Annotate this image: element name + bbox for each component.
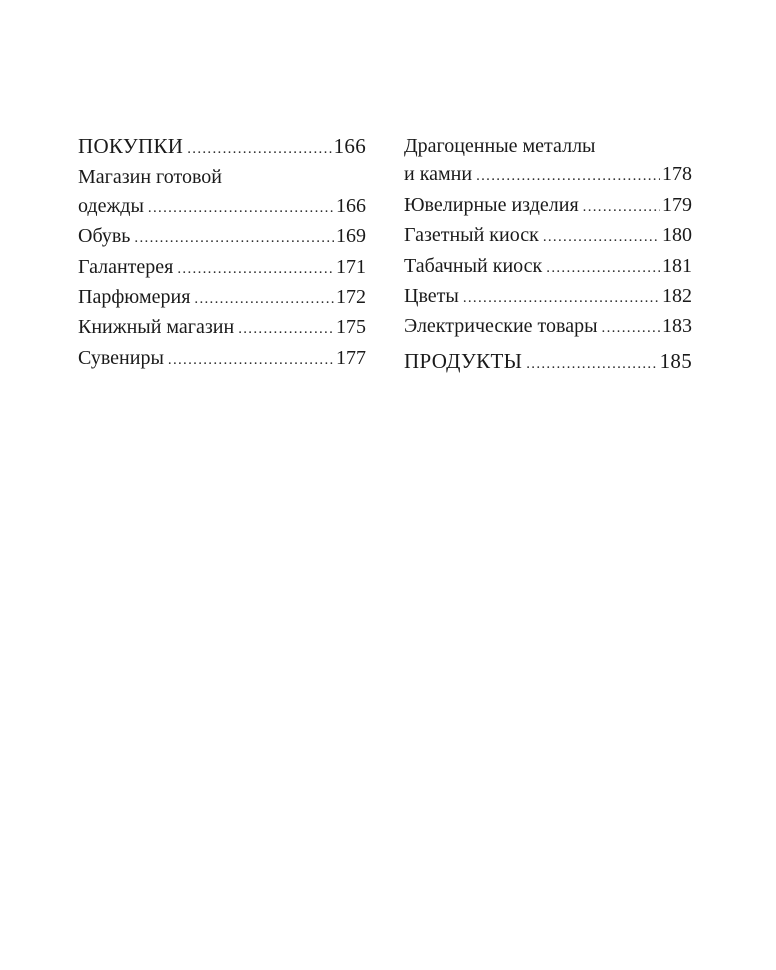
dot-leader <box>602 314 660 342</box>
toc-entry-title: Обувь <box>78 225 131 248</box>
toc-entry-title: Электрические товары <box>404 315 598 338</box>
toc-entry-souvenirs[interactable] <box>78 344 366 374</box>
toc-left-column <box>78 132 366 378</box>
toc-entry-page: 171 <box>336 255 366 278</box>
toc-entry-shoes[interactable] <box>78 222 366 252</box>
dot-leader <box>543 223 660 251</box>
table-of-contents <box>78 132 692 378</box>
toc-entry-page: 169 <box>336 225 366 248</box>
dot-leader <box>463 284 660 312</box>
toc-entry-bookstore[interactable] <box>78 313 366 343</box>
toc-entry-page: 166 <box>333 134 366 158</box>
toc-entry-tobacco-kiosk[interactable] <box>404 252 692 282</box>
toc-entry-title: одежды <box>78 194 144 217</box>
toc-entry-page: 172 <box>336 286 366 309</box>
toc-entry-page: 178 <box>662 163 692 186</box>
toc-entry-page: 183 <box>662 315 692 338</box>
toc-entry-title: Книжный магазин <box>78 316 235 339</box>
toc-entry-haberdashery[interactable] <box>78 253 366 283</box>
toc-entry-title-line1: Магазин готовой <box>78 166 222 189</box>
toc-entry-electrical-goods[interactable] <box>404 312 692 342</box>
dot-leader <box>168 346 334 374</box>
toc-entry-title: Цветы <box>404 285 459 308</box>
dot-leader <box>134 224 334 252</box>
dot-leader <box>238 315 334 343</box>
toc-entry-flowers[interactable] <box>404 282 692 312</box>
toc-entry-newsstand[interactable] <box>404 221 692 251</box>
toc-entry-page: 180 <box>662 224 692 247</box>
toc-entry-page: 175 <box>336 316 366 339</box>
toc-entry-page: 166 <box>336 194 366 217</box>
toc-entry-clothing-store[interactable] <box>78 163 366 222</box>
dot-leader <box>187 135 331 163</box>
toc-entry-title: Парфюмерия <box>78 286 191 309</box>
dot-leader <box>476 162 660 190</box>
toc-entry-page: 179 <box>662 193 692 216</box>
toc-entry-page: 181 <box>662 254 692 277</box>
dot-leader <box>526 350 657 378</box>
toc-entry-perfumery[interactable] <box>78 283 366 313</box>
toc-entry-precious-metals[interactable] <box>404 132 692 191</box>
dot-leader <box>194 285 334 313</box>
toc-entry-section-shopping[interactable] <box>78 132 366 163</box>
toc-entry-page: 182 <box>662 285 692 308</box>
toc-entry-title: Газетный киоск <box>404 224 539 247</box>
dot-leader <box>148 194 334 222</box>
toc-entry-section-groceries[interactable] <box>404 347 692 378</box>
toc-entry-title: Ювелирные изделия <box>404 193 579 216</box>
toc-entry-title: Табачный киоск <box>404 254 543 277</box>
dot-leader <box>177 255 334 283</box>
dot-leader <box>583 193 660 221</box>
toc-entry-title: ПРОДУКТЫ <box>404 348 523 373</box>
toc-entry-title: и камни <box>404 163 473 186</box>
toc-entry-title: Сувениры <box>78 346 164 369</box>
toc-entry-page: 177 <box>336 346 366 369</box>
toc-right-column <box>404 132 692 378</box>
toc-entry-page: 185 <box>659 348 692 373</box>
dot-leader <box>546 254 660 282</box>
toc-entry-title: ПОКУПКИ <box>78 134 184 158</box>
toc-entry-jewelry[interactable] <box>404 191 692 221</box>
toc-entry-title: Галантерея <box>78 255 174 278</box>
toc-entry-title-line1: Драгоценные металлы <box>404 135 596 157</box>
